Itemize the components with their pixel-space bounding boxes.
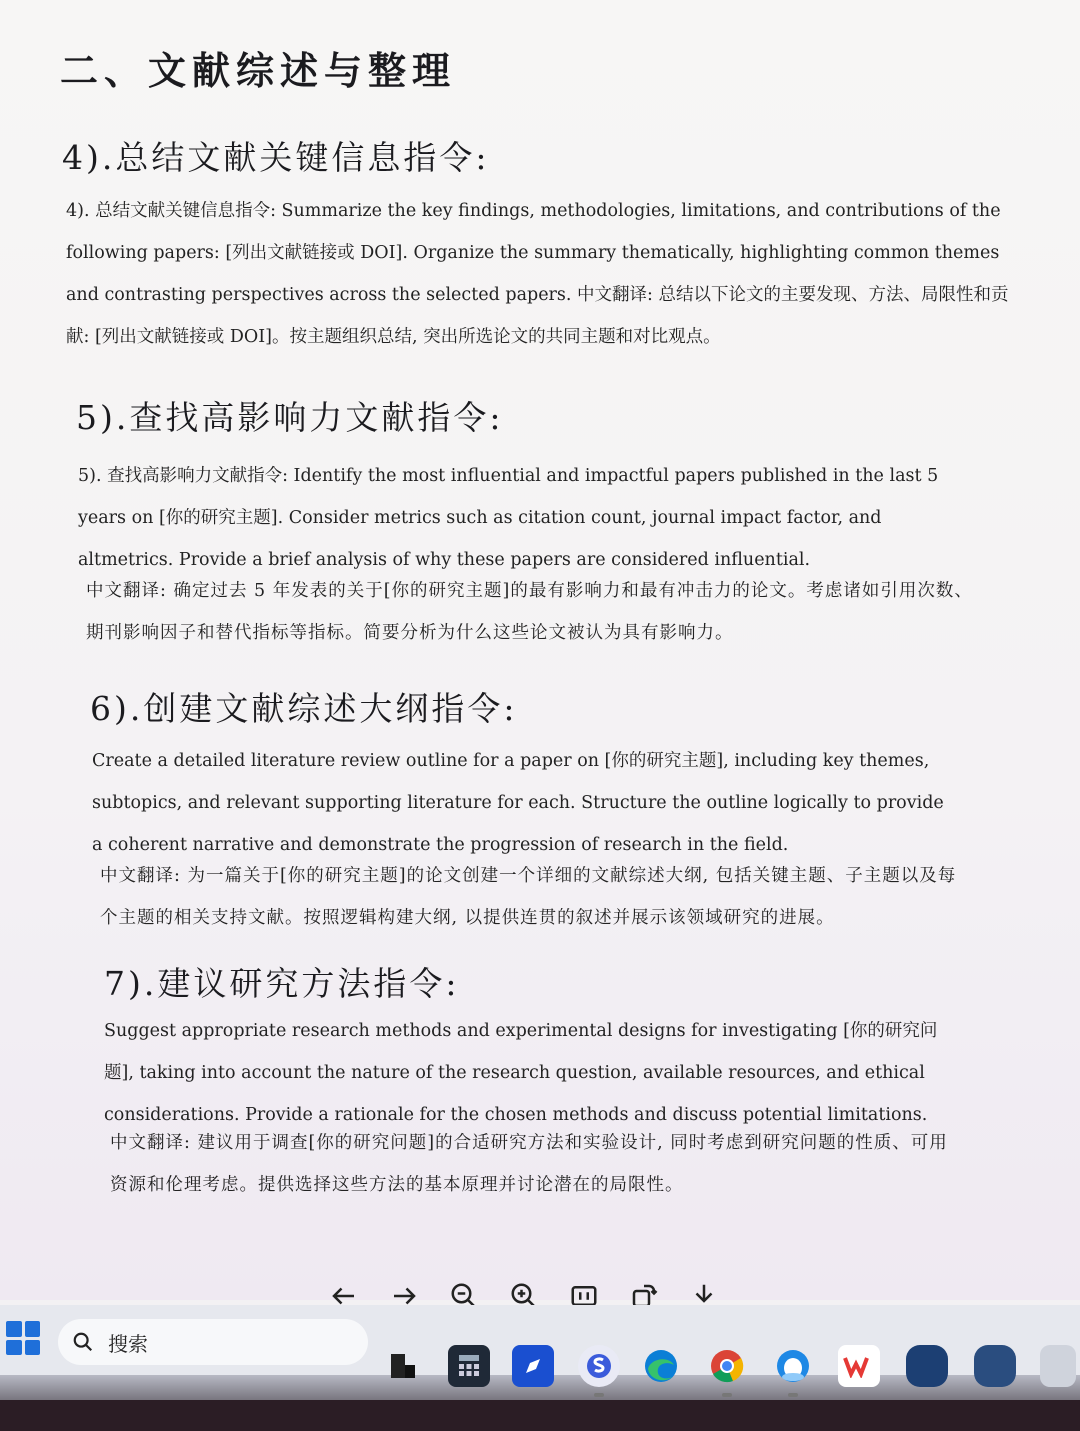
heading-5: 5).查找高影响力文献指令: xyxy=(76,398,504,437)
screen-bezel xyxy=(0,1400,1080,1431)
file-manager-icon[interactable] xyxy=(382,1345,424,1387)
calculator-icon[interactable] xyxy=(448,1345,490,1387)
heading-4: 4).总结文献关键信息指令: xyxy=(62,138,490,177)
app-icon-3[interactable] xyxy=(1040,1345,1076,1387)
sogou-icon[interactable] xyxy=(578,1345,620,1387)
paragraph-7-1: Suggest appropriate research methods and experimental designs for investigating [你的研究问题], taking into account the nature of the research question, available resources, and ethical considerations. Provide a rationale for the chosen methods and discuss potential limitations. xyxy=(104,1021,938,1125)
search-placeholder: 搜索 xyxy=(108,1331,148,1356)
app-icon-2[interactable] xyxy=(974,1345,1016,1387)
search-icon xyxy=(72,1331,94,1353)
paragraph-7-2: 中文翻译: 建议用于调查[你的研究问题]的合适研究方法和实验设计, 同时考虑到研究问题的性质、可用资源和伦理考虑。提供选择这些方法的基本原理并讨论潜在的局限性。 xyxy=(110,1133,948,1195)
edge-icon[interactable] xyxy=(640,1345,682,1387)
paragraph-5-2: 中文翻译: 确定过去 5 年发表的关于[你的研究主题]的最有影响力和最有冲击力的论文。考虑诸如引用次数、期刊影响因子和替代指标等指标。简要分析为什么这些论文被认为具有影响力。 xyxy=(86,581,973,643)
wps-icon[interactable] xyxy=(838,1345,880,1387)
chrome-icon[interactable] xyxy=(706,1345,748,1387)
pen-app-icon[interactable] xyxy=(512,1345,554,1387)
heading-6: 6).创建文献综述大纲指令: xyxy=(90,689,518,728)
qq-icon[interactable] xyxy=(772,1345,814,1387)
paragraph-4-1: 4). 总结文献关键信息指令: Summarize the key findings, methodologies, limitations, and contributions of the following papers: [列出文献链接或 DOI]. Organize the summary thematically, highlighting common themes and contrasting perspectives across the selected papers. 中文翻译: 总结以下论文的主要发现、方法、局限性和贡献: [列出文献链接或 DOI]。按主题组织总结, 突出所选论文的共同主题和对比观点。 xyxy=(66,201,1009,347)
paragraph-5-1: 5). 查找高影响力文献指令: Identify the most influential and impactful papers published in the last 5 years on [你的研究主题]. Consider metrics such as citation count, journal impact factor, and altmetrics. Provide a brief analysis of why these papers are considered influential. xyxy=(78,466,939,570)
paragraph-6-2: 中文翻译: 为一篇关于[你的研究主题]的论文创建一个详细的文献综述大纲, 包括关键主题、子主题以及每个主题的相关支持文献。按照逻辑构建大纲, 以提供连贯的叙述并展示该领域研究的进展。 xyxy=(100,866,957,928)
active-indicator xyxy=(594,1393,604,1397)
start-icon[interactable] xyxy=(6,1321,40,1355)
section-title: 二、文献综述与整理 xyxy=(60,48,457,93)
heading-7: 7).建议研究方法指令: xyxy=(104,964,460,1003)
app-icon-1[interactable] xyxy=(906,1345,948,1387)
paragraph-6-1: Create a detailed literature review outline for a paper on [你的研究主题], including key themes, subtopics, and relevant supporting literature for each. Structure the outline logically to provide a coherent narrative and demonstrate the progression of research in the field. xyxy=(92,751,944,855)
taskbar-search-input[interactable] xyxy=(58,1319,368,1365)
active-indicator xyxy=(722,1393,732,1397)
active-indicator xyxy=(788,1393,798,1397)
